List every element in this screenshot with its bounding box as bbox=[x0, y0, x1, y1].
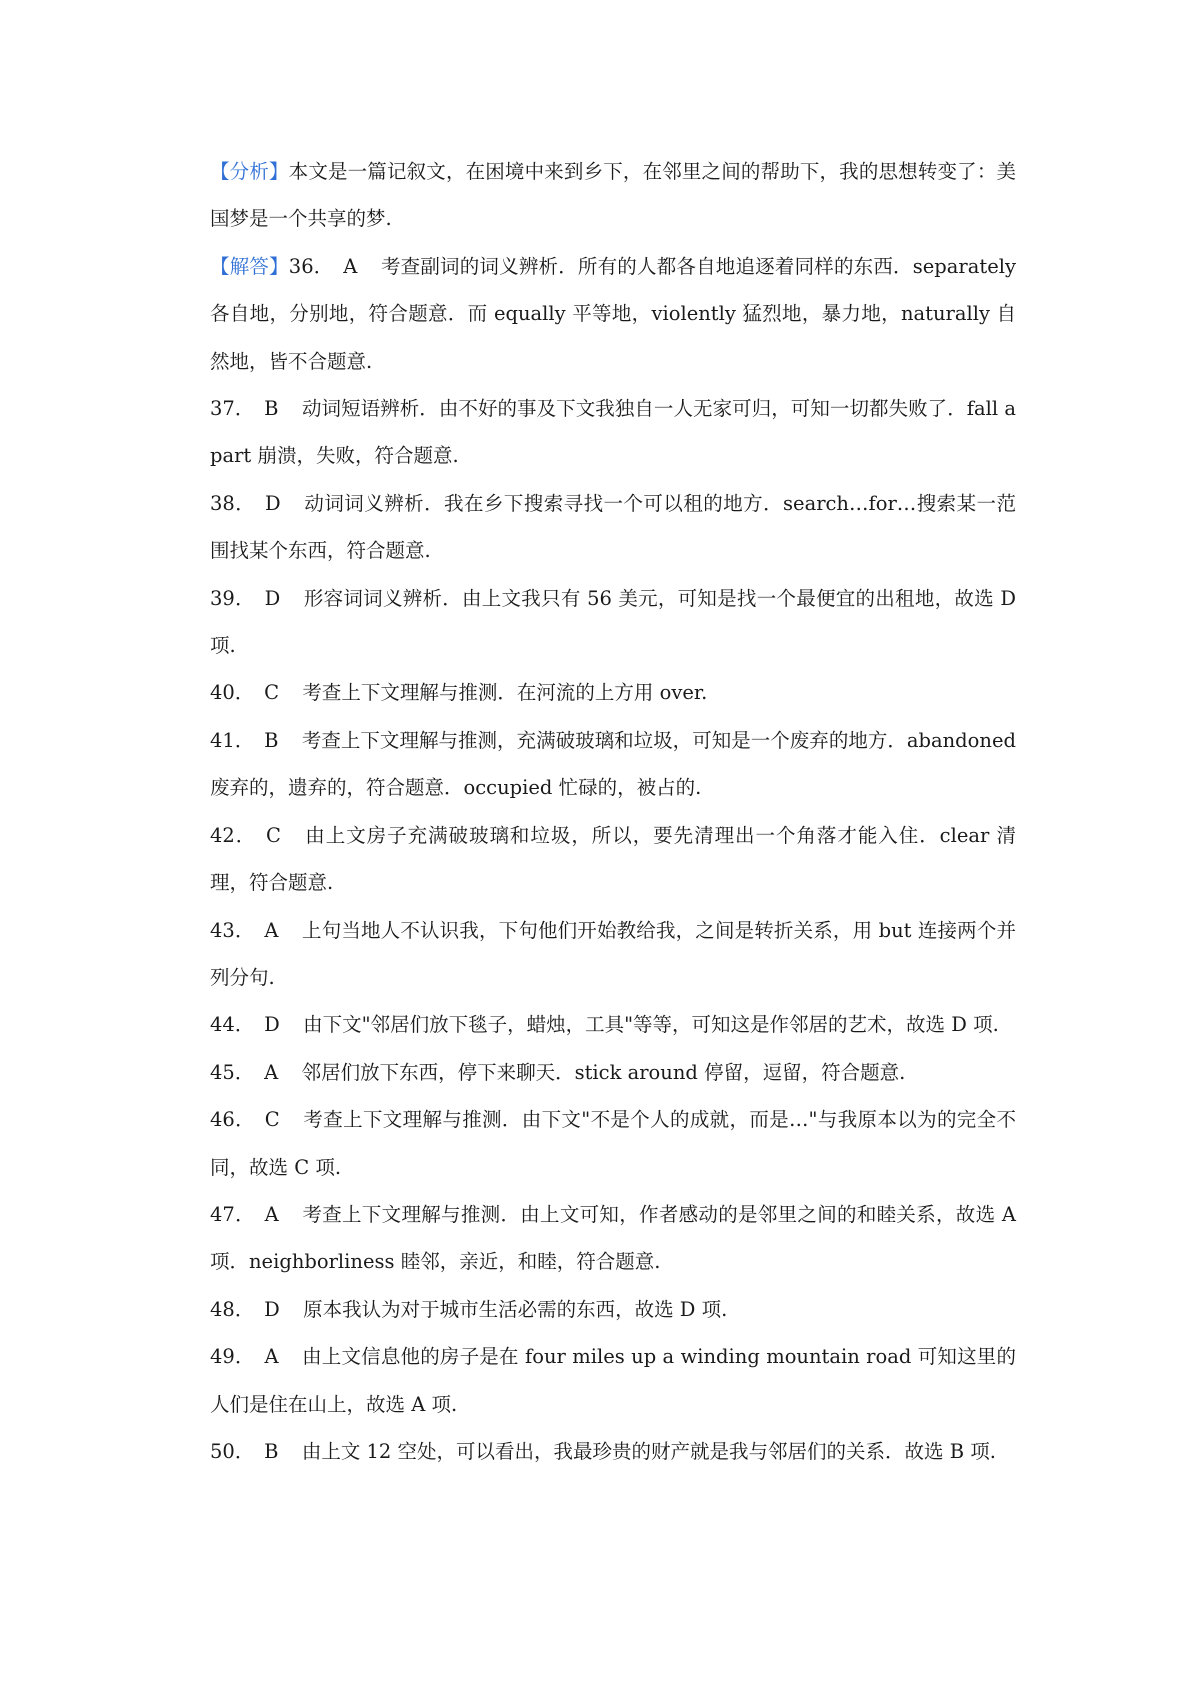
item-explanation: 考查副词的词义辨析．所有的人都各自地追逐着同样的东西．separately 各自地，分别地，符合题意．而 equally 平等地，violently 猛烈地，暴力地，naturally 自然地，皆不合题意. bbox=[210, 254, 1016, 373]
item-explanation: 原本我认为对于城市生活必需的东西，故选 D 项. bbox=[303, 1297, 728, 1321]
item-answer-letter: B bbox=[264, 397, 279, 421]
item-number: 47． bbox=[210, 1202, 255, 1226]
item-explanation: 形容词词义辨析．由上文我只有 56 美元，可知是找一个最便宜的出租地，故选 D 项. bbox=[210, 586, 1016, 658]
answer-item-48 bbox=[210, 1286, 1016, 1333]
answer-item-40 bbox=[210, 669, 1016, 716]
item-explanation: 考查上下文理解与推测，充满破玻璃和垃圾，可知是一个废弃的地方．abandoned 废弃的，遗弃的，符合题意．occupied 忙碌的，被占的. bbox=[210, 728, 1016, 800]
item-explanation: 动词短语辨析．由不好的事及下文我独自一人无家可归，可知一切都失败了．fall apart 崩溃，失败，符合题意. bbox=[210, 397, 1016, 468]
item-number: 43． bbox=[210, 918, 255, 942]
item-answer-letter: C bbox=[264, 681, 279, 705]
item-explanation: 由上文信息他的房子是在 four miles up a winding mountain road 可知这里的人们是住在山上，故选 A 项. bbox=[210, 1345, 1016, 1416]
analysis-text: 本文是一篇记叙文，在困境中来到乡下，在邻里之间的帮助下，我的思想转变了：美国梦是一个共享的梦. bbox=[210, 160, 1016, 231]
item-answer-letter: A bbox=[264, 1345, 279, 1369]
item-explanation: 考查上下文理解与推测．在河流的上方用 over. bbox=[302, 681, 708, 705]
item-number: 39． bbox=[210, 586, 255, 610]
answer-item-49 bbox=[210, 1333, 1016, 1428]
item-number: 49． bbox=[210, 1345, 255, 1369]
item-number: 42． bbox=[210, 823, 257, 847]
item-answer-letter: C bbox=[266, 823, 281, 847]
item-explanation: 邻居们放下东西，停下来聊天．stick around 停留，逗留，符合题意. bbox=[301, 1060, 906, 1084]
item-explanation: 上句当地人不认识我，下句他们开始教给我，之间是转折关系，用 but 连接两个并列分句. bbox=[210, 918, 1016, 989]
item-number: 38． bbox=[210, 491, 256, 515]
item-explanation: 由上文 12 空处，可以看出，我最珍贵的财产就是我与邻居们的关系．故选 B 项. bbox=[301, 1439, 996, 1463]
item-explanation: 考查上下文理解与推测．由上文可知，作者感动的是邻里之间的和睦关系，故选 A 项．neighborliness 睦邻，亲近，和睦，符合题意. bbox=[210, 1202, 1016, 1274]
item-number: 46． bbox=[210, 1108, 256, 1132]
answer-item-45 bbox=[210, 1049, 1016, 1096]
item-answer-letter: A bbox=[264, 1202, 279, 1226]
answer-item-50 bbox=[210, 1428, 1016, 1475]
item-explanation: 动词词义辨析．我在乡下搜索寻找一个可以租的地方．search…for…搜索某一范围找某个东西，符合题意. bbox=[210, 491, 1016, 563]
analysis-paragraph bbox=[210, 148, 1016, 243]
item-answer-letter: D bbox=[264, 1013, 280, 1037]
item-explanation: 由上文房子充满破玻璃和垃圾，所以，要先清理出一个角落才能入住．clear 清理，符合题意. bbox=[210, 823, 1016, 895]
answer-item-36 bbox=[210, 243, 1016, 385]
answer-tag: 【解答】 bbox=[210, 254, 289, 278]
item-answer-letter: A bbox=[264, 1060, 279, 1084]
item-explanation: 考查上下文理解与推测．由下文"不是个人的成就，而是…"与我原本以为的完全不同，故选 C 项. bbox=[210, 1108, 1016, 1179]
item-number: 48． bbox=[210, 1297, 255, 1321]
item-answer-letter: B bbox=[264, 1439, 279, 1463]
item-answer-letter: A bbox=[343, 254, 358, 278]
item-explanation: 由下文"邻居们放下毯子，蜡烛，工具"等等，可知这是作邻居的艺术，故选 D 项. bbox=[303, 1013, 999, 1037]
item-answer-letter: D bbox=[264, 586, 281, 610]
answer-item-42 bbox=[210, 812, 1016, 907]
item-number: 36． bbox=[288, 254, 334, 278]
item-number: 37． bbox=[210, 397, 255, 421]
item-number: 50． bbox=[210, 1439, 255, 1463]
answer-item-39 bbox=[210, 575, 1016, 670]
item-number: 40． bbox=[210, 681, 255, 705]
item-answer-letter: D bbox=[264, 491, 281, 515]
answer-item-46 bbox=[210, 1096, 1016, 1191]
item-answer-letter: A bbox=[264, 918, 279, 942]
answer-item-41 bbox=[210, 717, 1016, 812]
answer-item-37 bbox=[210, 385, 1016, 480]
answer-item-43 bbox=[210, 907, 1016, 1002]
answer-item-38 bbox=[210, 480, 1016, 575]
item-answer-letter: B bbox=[264, 728, 279, 752]
item-number: 41． bbox=[210, 728, 255, 752]
item-answer-letter: D bbox=[264, 1297, 280, 1321]
document-body bbox=[210, 148, 1016, 1475]
item-answer-letter: C bbox=[264, 1108, 280, 1132]
answer-item-47 bbox=[210, 1191, 1016, 1286]
item-number: 44． bbox=[210, 1013, 255, 1037]
analysis-tag: 【分析】 bbox=[210, 160, 289, 183]
answer-item-44 bbox=[210, 1001, 1016, 1048]
item-number: 45． bbox=[210, 1060, 255, 1084]
